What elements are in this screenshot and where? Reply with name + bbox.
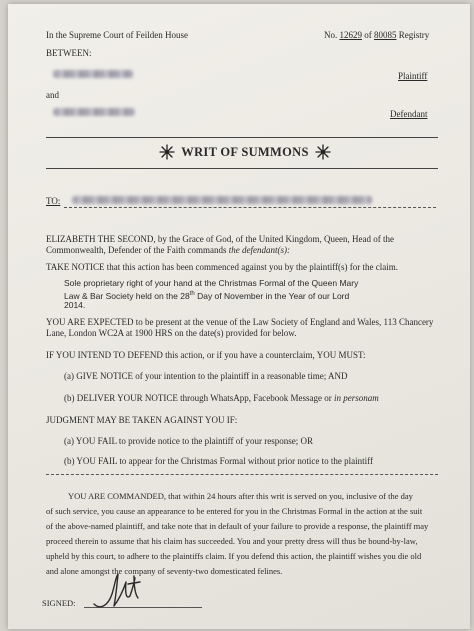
command-line-3: of the above-named plaintiff, and take note that in default of your failure to provide a response, the plaintiff may — [46, 521, 429, 531]
between-label: BETWEEN: — [46, 48, 92, 58]
royal-command-line-1: ELIZABETH THE SECOND, by the Grace of God, of the United Kingdom, Queen, Head of the — [46, 234, 395, 244]
writ-document — [8, 4, 470, 629]
redacted-plaintiff-name — [53, 70, 133, 78]
defend-heading: IF YOU INTEND TO DEFEND this action, or if you have a counterclaim, YOU MUST: — [46, 350, 366, 360]
defend-item-a: (a) GIVE NOTICE of your intention to the plaintiff in a reasonable time; AND — [64, 371, 348, 381]
to-underline — [64, 207, 436, 208]
command-line-6: and alone amongst the company of seventy-two domesticated felines. — [46, 566, 283, 576]
title-bottom-rule — [46, 168, 438, 169]
claim-line-3: 2014. — [64, 300, 86, 310]
redacted-recipient-name — [72, 196, 372, 204]
section-divider — [46, 474, 438, 475]
defendant-label: Defendant — [390, 109, 428, 119]
title-top-rule — [46, 137, 438, 138]
claim-line-2: Law & Bar Society held on the 28th Day of November in the Year of our Lord — [64, 290, 350, 301]
handwritten-signature — [90, 570, 150, 614]
to-label: TO: — [46, 196, 61, 206]
command-line-1: YOU ARE COMMANDED, that within 24 hours after this writ is served on you, inclusive of the day — [68, 491, 413, 501]
writ-title — [156, 142, 334, 162]
case-number-value: 12629 — [339, 30, 362, 40]
command-line-2: of such service, you cause an appearance to be entered for you in the Christmas Formal in the action at the suit — [46, 506, 423, 516]
command-line-5: upheld by this court, to adhere to the plaintiffs claim. If you defend this action, the plaintiff wishes you die old — [46, 551, 422, 561]
claim-line-1: Sole proprietary right of your hand at the Christmas Formal of the Queen Mary — [64, 278, 359, 288]
case-number: No. 12629 of 80085 Registry — [324, 30, 430, 40]
snowflake-icon — [315, 144, 331, 160]
command-line-4: proceed therein to assume that his claim has succeeded. You and your pretty dress will thus be bound-by-law, — [46, 536, 418, 546]
judgment-item-a: (a) YOU FAIL to provide notice to the plaintiff of your response; OR — [64, 436, 313, 446]
judgment-item-b: (b) YOU FAIL to appear for the Christmas Formal without prior notice to the plaintiff — [64, 456, 373, 466]
case-year-value: 80085 — [374, 30, 397, 40]
snowflake-icon — [159, 144, 175, 160]
defend-item-b: (b) DELIVER YOUR NOTICE through WhatsApp, Facebook Message or in personam — [64, 393, 379, 403]
redacted-defendant-name — [53, 108, 135, 116]
take-notice: TAKE NOTICE that this action has been commenced against you by the plaintiff(s) for the claim. — [46, 262, 399, 272]
court-name: In the Supreme Court of Feilden House — [46, 30, 188, 40]
expected-line-2: Lane, London WC2A at 1900 HRS on the date(s) provided for below. — [46, 328, 297, 338]
judgment-heading: JUDGMENT MAY BE TAKEN AGAINST YOU IF: — [46, 415, 238, 425]
and-label: and — [46, 90, 59, 100]
signed-label: SIGNED: — [42, 598, 76, 608]
plaintiff-label: Plaintiff — [398, 71, 428, 81]
royal-command-line-2: Commonwealth, Defender of the Faith commands the defendant(s): — [46, 245, 290, 255]
page-title: WRIT OF SUMMONS — [181, 144, 309, 159]
expected-line-1: YOU ARE EXPECTED to be present at the venue of the Law Society of England and Wales, 113 Chancery — [46, 317, 434, 327]
